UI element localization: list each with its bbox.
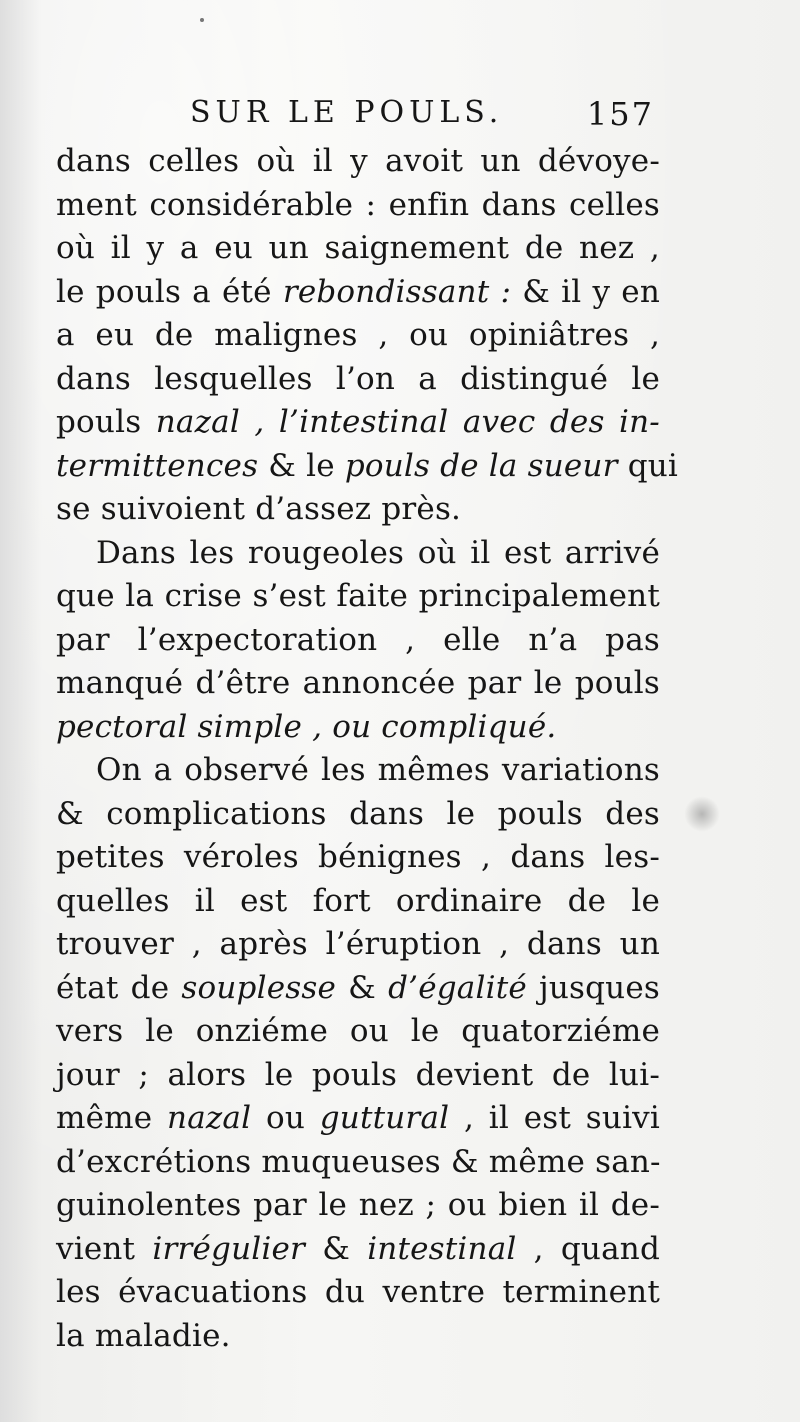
italic-run: d’égalité	[388, 969, 527, 1006]
text-run: On a observé les mêmes variations	[96, 752, 660, 788]
ink-smudge	[684, 796, 720, 832]
text-run: ou	[251, 1100, 320, 1136]
text-run: pouls	[56, 404, 156, 440]
text-run: où il y a eu un saignement de nez ,	[56, 230, 660, 266]
text-line	[56, 314, 660, 358]
text-line	[56, 488, 660, 532]
text-run: a eu de malignes , ou opiniâtres ,	[56, 317, 660, 353]
text-line	[56, 619, 660, 663]
running-head: SUR LE POULS.	[190, 95, 504, 130]
text-line	[56, 1228, 660, 1272]
text-line	[56, 1010, 660, 1054]
text-run: trouver , après l’éruption , dans un	[56, 926, 660, 962]
ink-speck	[200, 18, 204, 22]
italic-run: rebondissant :	[282, 273, 512, 310]
text-run: vient	[56, 1230, 153, 1267]
text-run: état de	[56, 969, 182, 1006]
text-run: que la crise s’est faite principalement	[56, 578, 660, 614]
text-line	[56, 1184, 660, 1228]
page-edge-shadow	[0, 0, 42, 1422]
italic-run: souplesse	[181, 969, 337, 1006]
text-line	[56, 967, 660, 1011]
text-line	[56, 1315, 660, 1359]
text-line	[56, 445, 679, 489]
text-run: quelles il est fort ordinaire de le	[56, 882, 660, 919]
text-run: guinolentes par le nez ; ou bien il de-	[56, 1187, 660, 1223]
text-run: le pouls a été	[56, 273, 283, 310]
text-line	[56, 1141, 660, 1185]
italic-run: irrégulier	[152, 1230, 306, 1267]
text-run: dans lesquelles l’on a distingué le	[56, 360, 660, 397]
italic-run: guttural	[319, 1100, 450, 1136]
text-run: jusques	[526, 969, 660, 1006]
text-line	[56, 923, 660, 967]
text-run: &	[305, 1230, 368, 1267]
text-line	[56, 401, 660, 445]
text-run: , quand	[516, 1230, 660, 1267]
text-run: la maladie.	[56, 1317, 231, 1354]
text-line	[56, 1097, 660, 1141]
text-line	[56, 575, 660, 619]
text-run: jour ; alors le pouls devient de lui-	[56, 1056, 660, 1093]
italic-run: nazal	[167, 1100, 252, 1136]
text-run: les évacuations du ventre terminent	[56, 1274, 660, 1310]
text-line	[56, 749, 660, 793]
text-line	[56, 706, 660, 750]
page-header	[56, 95, 660, 141]
italic-run: pectoral simple , ou compliqué.	[56, 708, 557, 745]
text-run: & le	[258, 447, 345, 484]
text-line	[56, 662, 660, 706]
text-run: Dans les rougeoles où il est arrivé	[96, 534, 660, 571]
text-run: se suivoient d’assez près.	[56, 491, 462, 527]
text-run: & complications dans le pouls des	[56, 795, 660, 832]
text-run: qui	[617, 447, 679, 484]
text-run: par l’expectoration , elle n’a pas	[56, 621, 660, 658]
text-line	[56, 271, 660, 315]
text-run: dans celles où il y avoit un dévoye-	[56, 143, 660, 179]
text-line	[56, 532, 660, 576]
text-run: d’excrétions muqueuses & même san-	[56, 1143, 661, 1180]
text-line	[56, 227, 660, 271]
text-run: ment considérable : enfin dans celles	[56, 186, 660, 223]
italic-run: termittences	[56, 447, 259, 484]
text-line	[56, 358, 660, 402]
italic-run: intestinal	[367, 1230, 517, 1267]
text-run: &	[336, 969, 389, 1006]
italic-run: pouls de la sueur	[344, 447, 618, 484]
text-run: vers le onziéme ou le quatorziéme	[56, 1013, 660, 1049]
text-line	[56, 836, 660, 880]
text-run: même	[56, 1100, 168, 1136]
text-line	[56, 880, 660, 924]
italic-run: nazal , l’intestinal avec des in-	[155, 404, 660, 440]
text-run: , il est suivi	[449, 1100, 661, 1136]
text-run: petites véroles bénignes , dans les-	[56, 839, 660, 875]
text-line	[56, 140, 660, 184]
text-line	[56, 793, 660, 837]
page-number: 157	[586, 95, 654, 133]
text-run: & il y en	[511, 273, 660, 310]
text-run: manqué d’être annoncée par le pouls	[56, 665, 660, 701]
text-line	[56, 184, 660, 228]
text-line	[56, 1271, 660, 1315]
body-text	[56, 140, 679, 1358]
text-line	[56, 1054, 660, 1098]
